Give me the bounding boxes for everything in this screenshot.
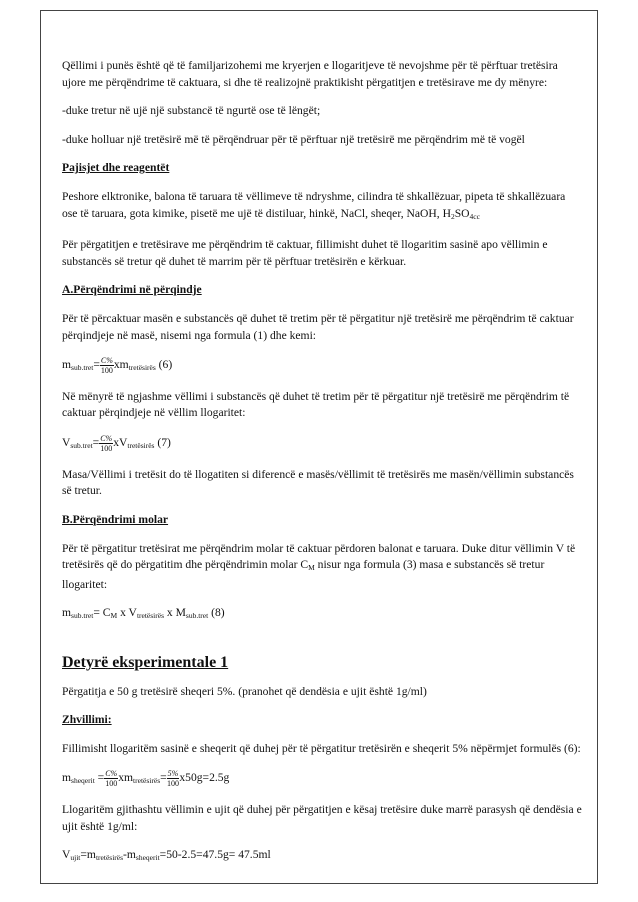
exercise-paragraph-2: Fillimisht llogaritëm sasinë e sheqerit që duhej për të përgatitur tretësirën e sheqerit 5% nëpërmjet formulës (6): [62, 741, 581, 755]
formula-symbol: m [62, 606, 72, 620]
paragraph-text: Për të përgatitur tretësirat me përqëndrim molar të caktuar përdoren balonat e taruara. Duke ditur vëllimin V të tretësirës që do përgatitim dhe përqëndrimin molar C [62, 541, 576, 572]
formula-symbol: V [62, 436, 71, 450]
intro-paragraph-3: -duke holluar një tretësirë më të përqëndruar për të përftuar një tretësirë me përqëndrim më të vogël [62, 132, 525, 146]
formula-term: xm [113, 358, 129, 372]
fraction [167, 769, 180, 788]
fraction-numerator: C% [105, 769, 118, 779]
formula-operator: = [94, 771, 105, 785]
formula-number: (7) [154, 436, 171, 450]
section-b-paragraph-1 [62, 541, 582, 594]
formula-subscript: tretësirës [133, 776, 161, 786]
formula-term: x M [164, 606, 186, 620]
formula-operator: -m [123, 848, 136, 862]
fraction-numerator: C% [100, 356, 113, 366]
fraction-numerator: 5% [167, 769, 179, 779]
section-a-paragraph-2: Në mënyrë të ngjashme vëllimi i substancës që duhet të tretim për të përgatitur një tretësirë me përqëndrim të caktuar përqindjeje në vëllim llogaritet: [62, 389, 570, 420]
formula-subscript: ujit [70, 853, 81, 863]
formula-subscript: tretësirës [136, 611, 165, 621]
equipment-heading: Pajisjet dhe reagentët [62, 161, 170, 175]
equipment-text: Peshore elktronike, balona të taruara të vëllimeve të ndryshme, cilindra të shkallëzuar, pipeta të shkallëzuara ose të taruara, gota kimike, pisetë me ujë të distiluar, hinkë, NaCl, sheqer, NaOH, H [62, 189, 566, 220]
exercise-paragraph-1: Përgatitja e 50 g tretësirë sheqeri 5%. (pranohet që dendësia e ujit është 1g/ml) [62, 684, 427, 698]
formula-subscript: tretësirës [128, 363, 156, 373]
formula-7 [62, 434, 582, 455]
exercise-formula-2 [62, 847, 582, 867]
formula-symbol: m [62, 358, 72, 372]
formula-result: =50-2.5=47.5g= 47.5ml [159, 848, 271, 862]
section-a-paragraph-1: Për të përcaktuar masën e substancës që duhet të tretim për të përgatitur një tretësirë me përqëndrim të caktuar përqindjeje në masë, nisemi nga formula (1) dhe kemi: [62, 311, 574, 342]
formula-operator: = [160, 771, 167, 785]
equipment-paragraph-2: Për përgatitjen e tretësirave me përqëndrim të caktuar, fillimisht duhet të llogaritim sasinë apo vëllimin e substancës së tretur që duhet të marrim për të përftuar tretësirën e kërkuar. [62, 238, 548, 268]
document-content [62, 58, 582, 879]
section-b-heading: B.Përqëndrimi molar [62, 513, 169, 526]
formula-subscript: sub.tret [185, 611, 209, 621]
exercise-heading: Detyrë eksperimentale 1 [62, 653, 229, 671]
formula-symbol: m [62, 771, 72, 785]
formula-result: x50g=2.5g [179, 771, 230, 785]
exercise-subheading: Zhvillimi: [62, 713, 112, 727]
fraction-denominator: 100 [100, 366, 113, 376]
formula-term: xV [113, 436, 128, 450]
formula-subscript: tretësirës [127, 441, 155, 451]
formula-subscript: sheqerit [71, 776, 95, 786]
formula-symbol: V [62, 848, 71, 862]
formula-subscript: sub.tret [71, 611, 94, 621]
so-text: SO [454, 206, 470, 220]
formula-subscript: M [110, 611, 118, 621]
formula-8 [62, 605, 582, 625]
formula-6 [62, 356, 582, 377]
intro-paragraph-2: -duke tretur në ujë një substancë të ngurtë ose të lëngët; [62, 104, 321, 118]
formula-operator: = [93, 358, 100, 372]
intro-paragraph-1: Qëllimi i punës është që të familjarizohemi me kryerjen e llogaritjeve të nevojshme për të përftuar tretësira ujore me përqëndrime të caktuara, si dhe të realizojnë praktikisht përgatitjen e tretësirave me dy mënyre: [62, 59, 558, 89]
fraction [104, 769, 118, 788]
exercise-paragraph-3: Llogaritëm gjithashtu vëllimin e ujit që duhej për përgatitjen e kësaj tretësire duke marrë parasysh që dendësia e ujit është 1g/ml: [62, 803, 582, 833]
section-a-heading: A.Përqëndrimi në përqindje [62, 283, 202, 297]
fraction [99, 434, 113, 453]
h2-subscript: 2 [450, 211, 455, 221]
exercise-formula-1 [62, 769, 582, 790]
4cc-subscript: 4cc [469, 211, 480, 221]
equipment-paragraph-1 [62, 189, 582, 225]
formula-subscript: sub.tret [70, 441, 93, 451]
formula-operator: = C [93, 606, 111, 620]
fraction-numerator: C% [100, 434, 113, 444]
formula-number: (8) [208, 606, 225, 620]
formula-operator: =m [80, 848, 96, 862]
fraction-denominator: 100 [105, 779, 118, 789]
paragraph-text: nisur nga formula (3) masa e substancës së tretur llogaritet: [62, 558, 545, 591]
formula-subscript: sheqerit [135, 853, 160, 863]
cm-subscript: M [308, 563, 315, 573]
formula-term: xm [118, 771, 134, 785]
formula-subscript: sub.tret [71, 363, 94, 373]
section-a-paragraph-3: Masa/Vëllimi i tretësit do të llogatiten si diferencë e masës/vëllimit të tretësirës me masën/vëllimin substancës së tretur. [62, 467, 574, 498]
fraction [100, 356, 114, 375]
fraction-denominator: 100 [100, 444, 113, 454]
fraction-denominator: 100 [167, 779, 179, 789]
formula-subscript: tretësirës [95, 853, 124, 863]
formula-number: (6) [155, 358, 173, 372]
formula-term: x V [117, 606, 137, 620]
formula-operator: = [92, 436, 100, 450]
